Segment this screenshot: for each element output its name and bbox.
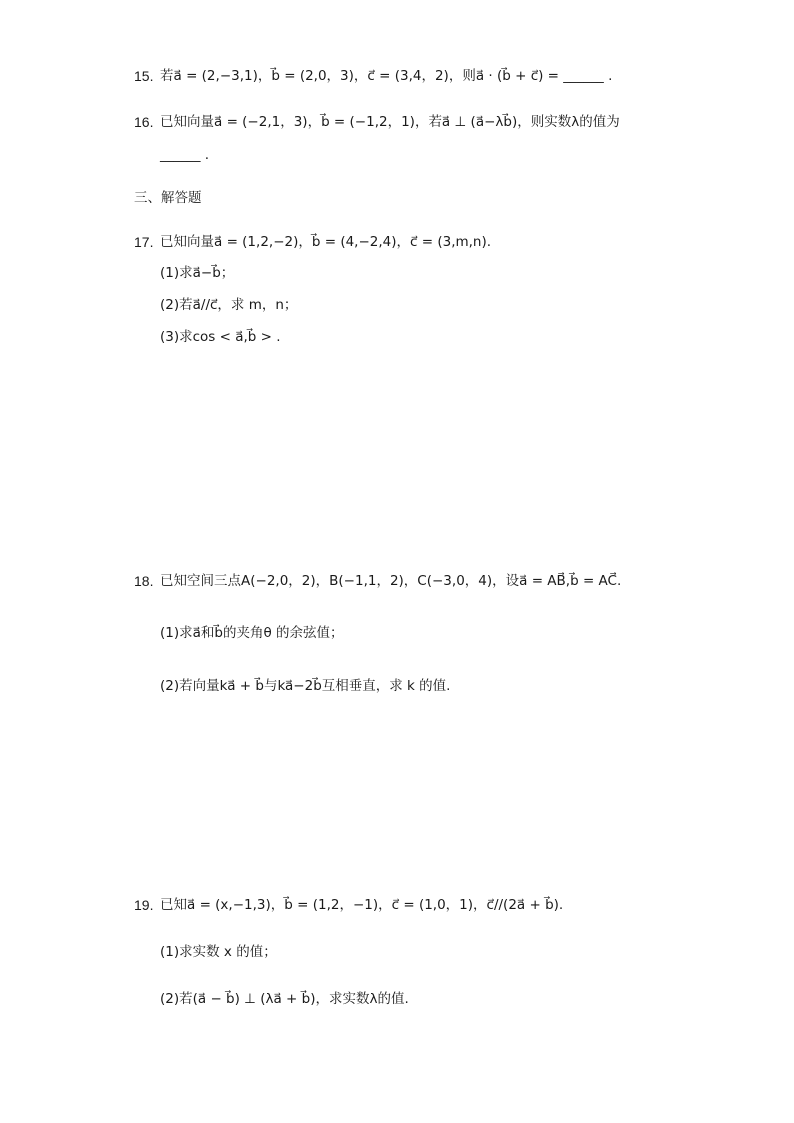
q16-number: 16. [134, 114, 154, 130]
q17-stem: 已知向量a⃗ = (1,2,−2)，b⃗ = (4,−2,4)，c⃗ = (3,m,n). [160, 234, 492, 250]
q19-part2: (2)若(a⃗ − b⃗) ⊥ (λa⃗ + b⃗)，求实数λ的值. [160, 991, 409, 1007]
q17-number: 17. [134, 234, 154, 250]
q19-stem: 已知a⃗ = (x,−1,3)，b⃗ = (1,2，−1)，c⃗ = (1,0，1)，c⃗//(2a⃗ + b⃗). [160, 897, 564, 913]
q19-number: 19. [134, 897, 154, 913]
q15-text: 若a⃗ = (2,−3,1)，b⃗ = (2,0，3)，c⃗ = (3,4，2)，则a⃗ · (b⃗ + c⃗) = ______ . [160, 68, 613, 84]
q18-part1: (1)求a⃗和b⃗的夹角θ 的余弦值； [160, 625, 344, 641]
section-heading: 三、解答题 [134, 190, 202, 206]
q16-blank: ______ . [160, 147, 210, 163]
q17-part1: (1)求a⃗−b⃗； [160, 265, 235, 281]
q18-part2: (2)若向量ka⃗ + b⃗与ka⃗−2b⃗互相垂直，求 k 的值. [160, 678, 451, 694]
q15-number: 15. [134, 68, 154, 84]
q16-text: 已知向量a⃗ = (−2,1，3)，b⃗ = (−1,2，1)，若a⃗ ⊥ (a⃗−λb⃗)，则实数λ的值为 [160, 114, 620, 130]
q18-stem: 已知空间三点A(−2,0，2)，B(−1,1，2)，C(−3,0，4)，设a⃗ = AB⃗,b⃗ = AC⃗. [160, 573, 622, 589]
q17-part2: (2)若a⃗//c⃗，求 m，n； [160, 297, 298, 313]
q19-part1: (1)求实数 x 的值； [160, 944, 277, 960]
q18-number: 18. [134, 573, 154, 589]
q17-part3: (3)求cos < a⃗,b⃗ > . [160, 329, 281, 345]
